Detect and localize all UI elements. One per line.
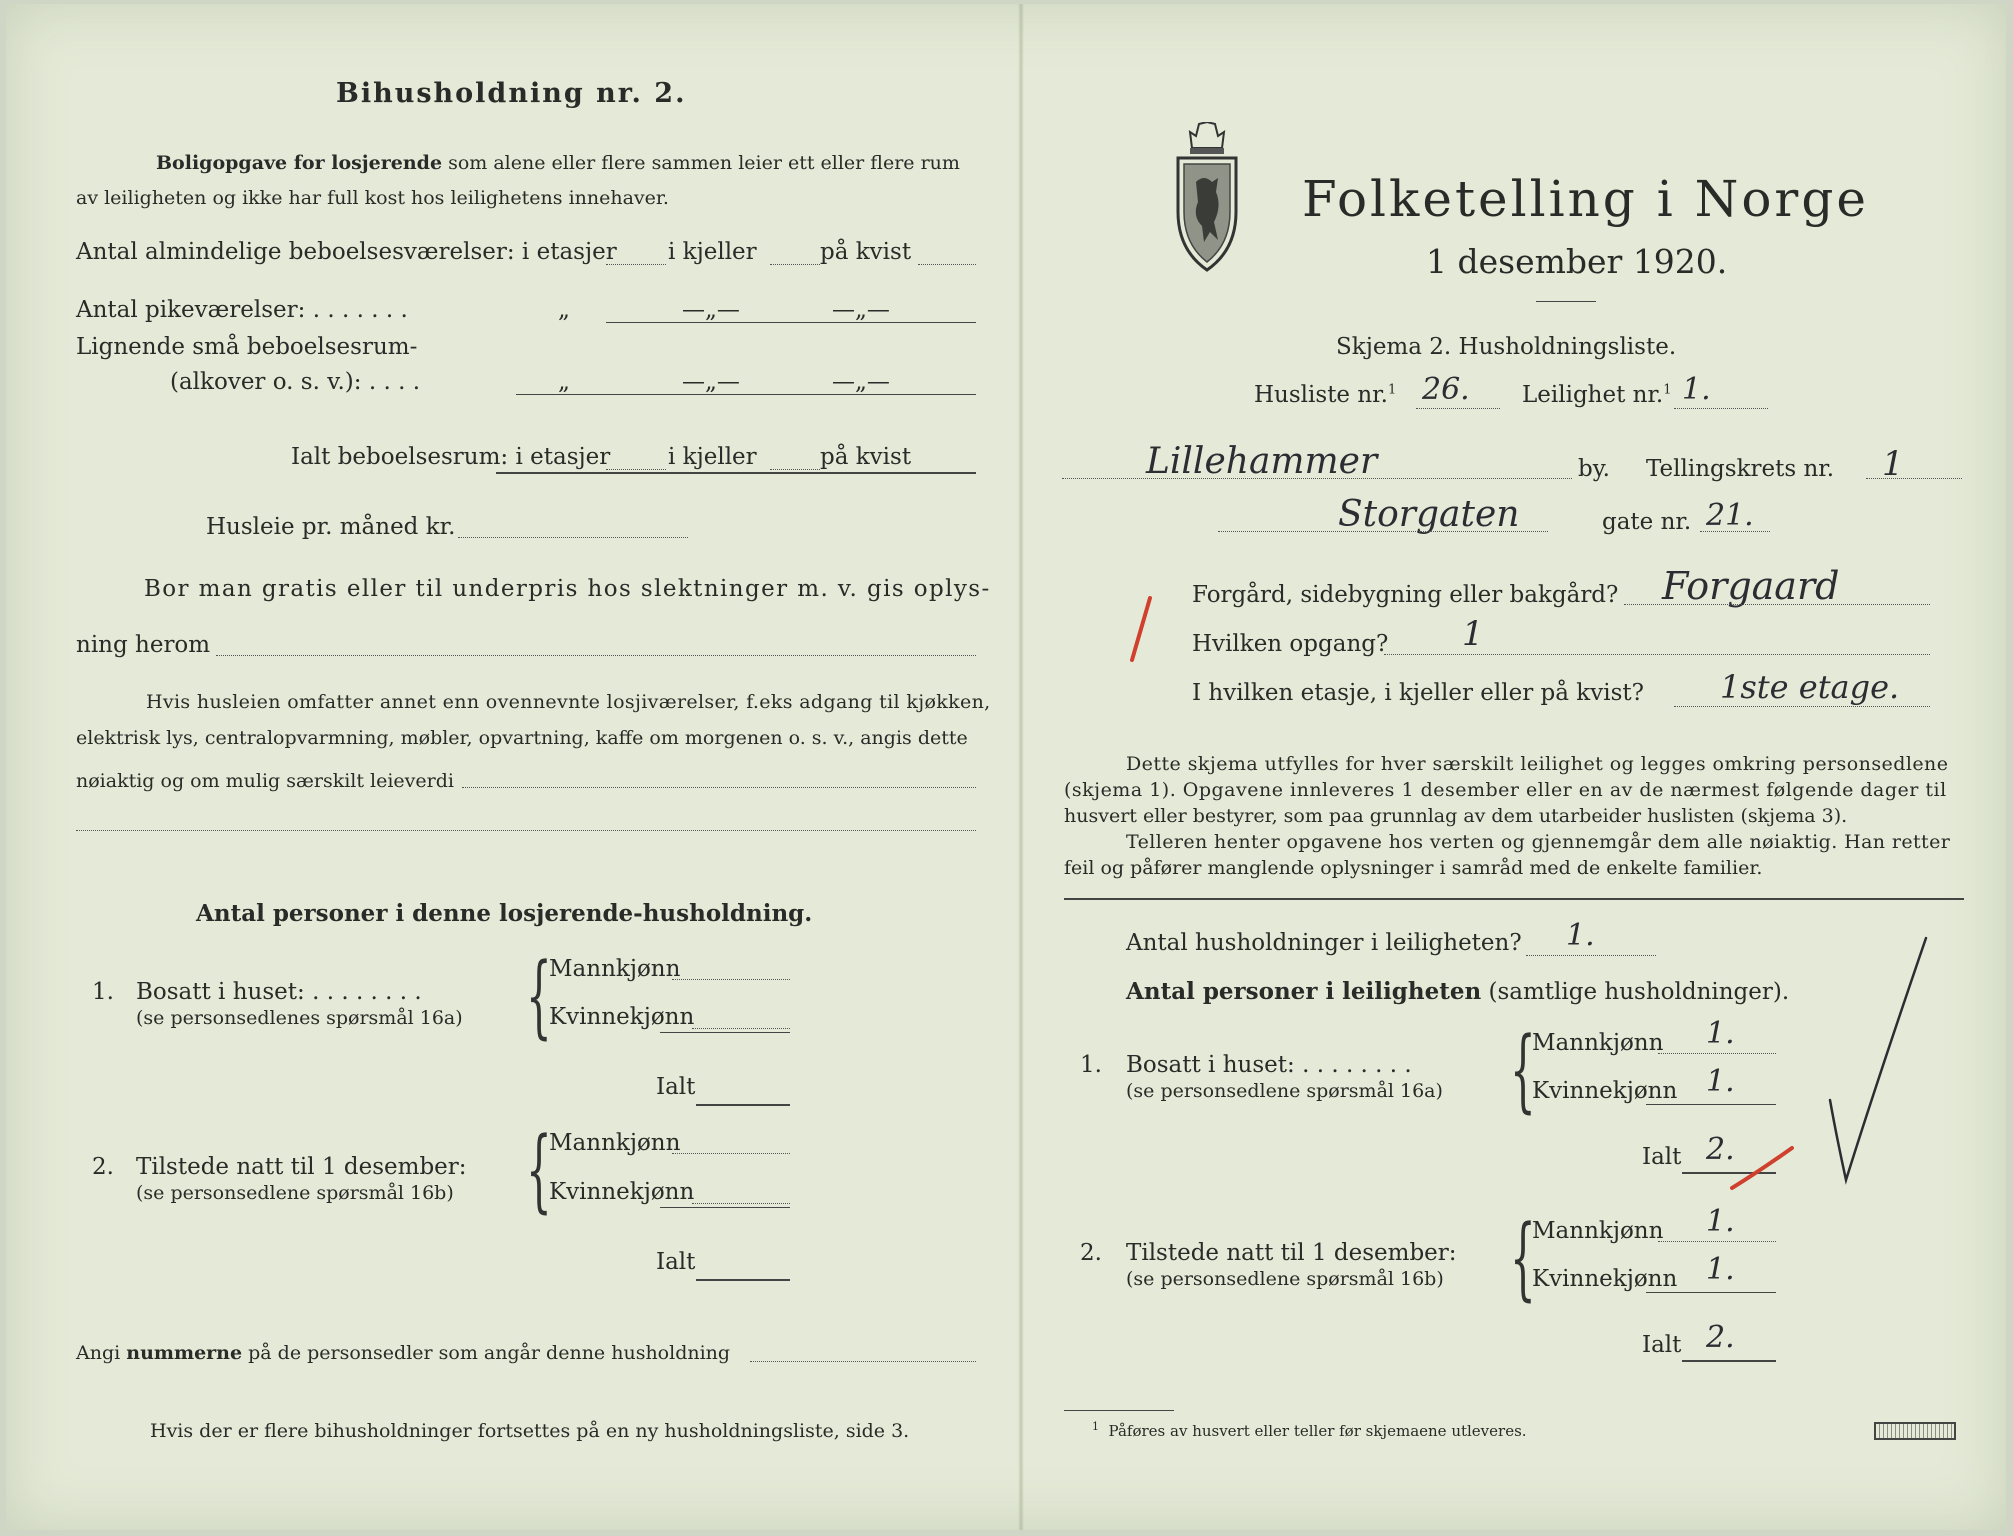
left-bosatt-mann-field[interactable] bbox=[672, 979, 790, 980]
instr-line2: (skjema 1). Opgavene innleveres 1 desember eller en av de nærmest følgende dager til bbox=[1064, 779, 1947, 801]
left-footer: Hvis der er flere bihusholdninger fortsettes på en ny husholdningsliste, side 3. bbox=[150, 1420, 910, 1442]
gratis-line1: Bor man gratis eller til underpris hos slektninger m. v. gis oplys- bbox=[144, 576, 991, 602]
husleie-label: Husleie pr. måned kr. bbox=[206, 514, 456, 540]
right-persons-heading: Antal personer i leiligheten (samtlige husholdninger). bbox=[1126, 978, 1790, 1005]
instr-line3: husvert eller bestyrer, som paa grunnlag av dem utarbeider huslisten (skjema 3). bbox=[1064, 805, 1848, 827]
printer-stamp-icon bbox=[1874, 1422, 1956, 1440]
husliste-value[interactable]: 26. bbox=[1422, 372, 1470, 407]
left-tilstede-sum-rule bbox=[660, 1207, 790, 1208]
right-tilstede-label: Tilstede natt til 1 desember: bbox=[1126, 1240, 1457, 1266]
left-tilstede-kvinne: Kvinnekjønn bbox=[549, 1179, 695, 1205]
footnote-rule bbox=[1064, 1410, 1174, 1411]
left-tilstede-label: Tilstede natt til 1 desember: bbox=[136, 1154, 467, 1180]
leieverdi-field-2[interactable] bbox=[76, 830, 976, 831]
smaa-field[interactable] bbox=[516, 394, 976, 395]
husliste-field bbox=[1416, 408, 1500, 409]
right-bosatt-mann: Mannkjønn bbox=[1532, 1030, 1664, 1056]
leilighet-label: Leilighet nr.$^1$ bbox=[1522, 382, 1672, 408]
right-bosatt-ialt-value[interactable]: 2. bbox=[1706, 1132, 1735, 1167]
forgard-value[interactable]: Forgaard bbox=[1662, 564, 1840, 608]
right-bosatt-kvinne: Kvinnekjønn bbox=[1532, 1078, 1678, 1104]
title-rule bbox=[1536, 301, 1596, 302]
right-bosatt-num: 1. bbox=[1080, 1052, 1102, 1078]
left-intro-line1: Boligopgave for losjerende som alene eller flere sammen leier ett eller flere rum bbox=[156, 152, 960, 174]
right-tilstede-mann: Mannkjønn bbox=[1532, 1218, 1664, 1244]
note-line2: elektrisk lys, centralopvarmning, møbler, opvartning, kaffe om morgenen o. s. v., angis dette bbox=[76, 727, 968, 749]
instr-line1: Dette skjema utfylles for hver særskilt leilighet og legges omkring personsedlene bbox=[1126, 753, 1949, 775]
rooms-kvist-label: på kvist bbox=[820, 239, 912, 265]
ialt-kjeller-field[interactable] bbox=[770, 469, 820, 470]
krets-value[interactable]: 1 bbox=[1882, 444, 1904, 484]
smaa-label-2: (alkover o. s. v.): . . . . bbox=[170, 369, 421, 395]
pike-dash-1: —„— bbox=[682, 297, 740, 323]
left-bosatt-sum-rule bbox=[660, 1032, 790, 1033]
gate-field bbox=[1218, 531, 1548, 532]
right-tilstede-mann-value[interactable]: 1. bbox=[1706, 1204, 1735, 1239]
left-tilstede-ialt-field[interactable] bbox=[696, 1279, 790, 1281]
forgard-field bbox=[1624, 604, 1930, 605]
etasje-value[interactable]: 1ste etage. bbox=[1720, 668, 1900, 706]
etasje-field bbox=[1674, 706, 1930, 707]
opgang-value[interactable]: 1 bbox=[1462, 614, 1484, 654]
right-tilstede-sum-rule bbox=[1646, 1292, 1776, 1293]
left-tilstede-note: (se personsedlene spørsmål 16b) bbox=[136, 1182, 454, 1204]
page-fold bbox=[1018, 4, 1024, 1530]
gate-nr-value[interactable]: 21. bbox=[1706, 498, 1754, 533]
right-bosatt-mann-value[interactable]: 1. bbox=[1706, 1016, 1735, 1051]
rooms-kvist-field[interactable] bbox=[918, 264, 976, 265]
forgard-label: Forgård, sidebygning eller bakgård? bbox=[1192, 582, 1619, 608]
pike-ditto: „ bbox=[558, 297, 570, 323]
hush-label: Antal husholdninger i leiligheten? bbox=[1126, 930, 1522, 956]
smaa-ditto: „ bbox=[558, 369, 570, 395]
right-bosatt-mann-field bbox=[1658, 1053, 1776, 1054]
right-tilstede-num: 2. bbox=[1080, 1240, 1102, 1266]
left-bosatt-num: 1. bbox=[92, 979, 114, 1005]
by-field bbox=[1062, 478, 1572, 479]
right-bosatt-note: (se personsedlene spørsmål 16a) bbox=[1126, 1080, 1443, 1102]
hush-field bbox=[1526, 955, 1656, 956]
left-intro-line2: av leiligheten og ikke har full kost hos leilighetens innehaver. bbox=[76, 187, 669, 209]
right-bosatt-brace: { bbox=[1510, 1018, 1536, 1123]
angi-line: Angi nummerne på de personsedler som angår denne husholdning bbox=[76, 1342, 731, 1364]
smaa-dash-2: —„— bbox=[832, 369, 890, 395]
left-bosatt-brace: { bbox=[526, 944, 552, 1049]
right-tilstede-kvinne-value[interactable]: 1. bbox=[1706, 1252, 1735, 1287]
note-line3: nøiaktig og om mulig særskilt leieverdi bbox=[76, 770, 454, 792]
left-bosatt-ialt: Ialt bbox=[656, 1074, 696, 1100]
left-bosatt-kvinne: Kvinnekjønn bbox=[549, 1004, 695, 1030]
krets-label: Tellingskrets nr. bbox=[1646, 456, 1835, 482]
ialt-kjeller-label: i kjeller bbox=[668, 444, 757, 470]
pike-field[interactable] bbox=[606, 322, 976, 323]
etasje-label: I hvilken etasje, i kjeller eller på kvist? bbox=[1192, 680, 1644, 706]
by-value[interactable]: Lillehammer bbox=[1146, 441, 1378, 482]
right-bosatt-sum-rule bbox=[1646, 1104, 1776, 1105]
note-line1: Hvis husleien omfatter annet enn ovennevnte losjiværelser, f.eks adgang til kjøkken, bbox=[146, 691, 991, 713]
red-check-mark bbox=[1728, 1144, 1798, 1194]
instr-rule bbox=[1064, 898, 1964, 900]
left-persons-heading: Antal personer i denne losjerende-husholdning. bbox=[196, 900, 813, 927]
right-tilstede-brace: { bbox=[1510, 1206, 1536, 1311]
left-tilstede-ialt: Ialt bbox=[656, 1249, 696, 1275]
right-tilstede-ialt-value[interactable]: 2. bbox=[1706, 1320, 1735, 1355]
rooms-kjeller-label: i kjeller bbox=[668, 239, 757, 265]
right-tilstede-ialt: Ialt bbox=[1642, 1332, 1682, 1358]
instr-line5: feil og påfører manglende oplysninger i samråd med de enkelte familier. bbox=[1064, 857, 1763, 879]
left-bosatt-kvinne-field[interactable] bbox=[692, 1028, 790, 1029]
right-tilstede-ialt-field bbox=[1682, 1360, 1776, 1362]
right-tilstede-note: (se personsedlene spørsmål 16b) bbox=[1126, 1268, 1444, 1290]
leieverdi-field[interactable] bbox=[462, 787, 976, 788]
rooms-etasjer-field[interactable] bbox=[606, 264, 666, 265]
left-tilstede-mann: Mannkjønn bbox=[549, 1130, 681, 1156]
ialt-etasjer-field[interactable] bbox=[606, 469, 666, 470]
rooms-kjeller-field[interactable] bbox=[770, 264, 820, 265]
right-bosatt-ialt: Ialt bbox=[1642, 1144, 1682, 1170]
ialt-rooms-label: Ialt beboelsesrum: i etasjer bbox=[291, 444, 611, 470]
angi-field[interactable] bbox=[750, 1361, 976, 1362]
red-pencil-mark bbox=[1126, 594, 1156, 664]
left-title: Bihusholdning nr. 2. bbox=[336, 78, 687, 109]
left-bosatt-note: (se personsedlenes spørsmål 16a) bbox=[136, 1007, 463, 1029]
opgang-label: Hvilken opgang? bbox=[1192, 631, 1389, 657]
instr-line4: Telleren henter opgavene hos verten og gjennemgår dem alle nøiaktig. Han retter bbox=[1126, 831, 1951, 853]
footnote: $^1$ Påføres av husvert eller teller før skjemaene utleveres. bbox=[1092, 1420, 1527, 1440]
pike-dash-2: —„— bbox=[832, 297, 890, 323]
census-form-sheet bbox=[6, 4, 2006, 1530]
right-date: 1 desember 1920. bbox=[1426, 242, 1728, 281]
skjema-label: Skjema 2. Husholdningsliste. bbox=[1336, 334, 1677, 360]
left-tilstede-num: 2. bbox=[92, 1154, 114, 1180]
gratis-field[interactable] bbox=[216, 655, 976, 656]
husleie-field[interactable] bbox=[458, 537, 688, 538]
rooms-label: Antal almindelige beboelsesværelser: i etasjer bbox=[76, 239, 617, 265]
norway-coat-of-arms-icon bbox=[1174, 122, 1240, 272]
right-title: Folketelling i Norge bbox=[1302, 170, 1869, 228]
leilighet-field bbox=[1674, 408, 1768, 409]
left-bosatt-ialt-field[interactable] bbox=[696, 1104, 790, 1106]
smaa-dash-1: —„— bbox=[682, 369, 740, 395]
leilighet-value[interactable]: 1. bbox=[1682, 372, 1711, 407]
right-bosatt-label: Bosatt i huset: . . . . . . . . bbox=[1126, 1052, 1412, 1078]
gate-label: gate nr. bbox=[1602, 509, 1692, 535]
left-tilstede-brace: { bbox=[526, 1118, 552, 1223]
opgang-field bbox=[1384, 654, 1930, 655]
left-bosatt-mann: Mannkjønn bbox=[549, 956, 681, 982]
gratis-line2: ning herom bbox=[76, 632, 211, 658]
left-bosatt-label: Bosatt i huset: . . . . . . . . bbox=[136, 979, 422, 1005]
gate-value[interactable]: Storgaten bbox=[1338, 494, 1520, 535]
krets-field bbox=[1866, 478, 1962, 479]
left-tilstede-kvinne-field[interactable] bbox=[692, 1203, 790, 1204]
ialt-kvist-label: på kvist bbox=[820, 444, 912, 470]
left-tilstede-mann-field[interactable] bbox=[672, 1153, 790, 1154]
ialt-rule bbox=[496, 472, 976, 474]
husliste-label: Husliste nr.$^1$ bbox=[1254, 382, 1397, 408]
by-label: by. bbox=[1578, 456, 1610, 482]
gate-nr-field bbox=[1700, 531, 1770, 532]
pen-check-mark bbox=[1816, 934, 1936, 1194]
right-bosatt-kvinne-value[interactable]: 1. bbox=[1706, 1064, 1735, 1099]
right-tilstede-kvinne: Kvinnekjønn bbox=[1532, 1266, 1678, 1292]
smaa-label-1: Lignende små beboelsesrum- bbox=[76, 334, 418, 360]
right-tilstede-mann-field bbox=[1658, 1241, 1776, 1242]
pike-label: Antal pikeværelser: . . . . . . . bbox=[76, 297, 408, 323]
hush-value[interactable]: 1. bbox=[1566, 918, 1595, 953]
